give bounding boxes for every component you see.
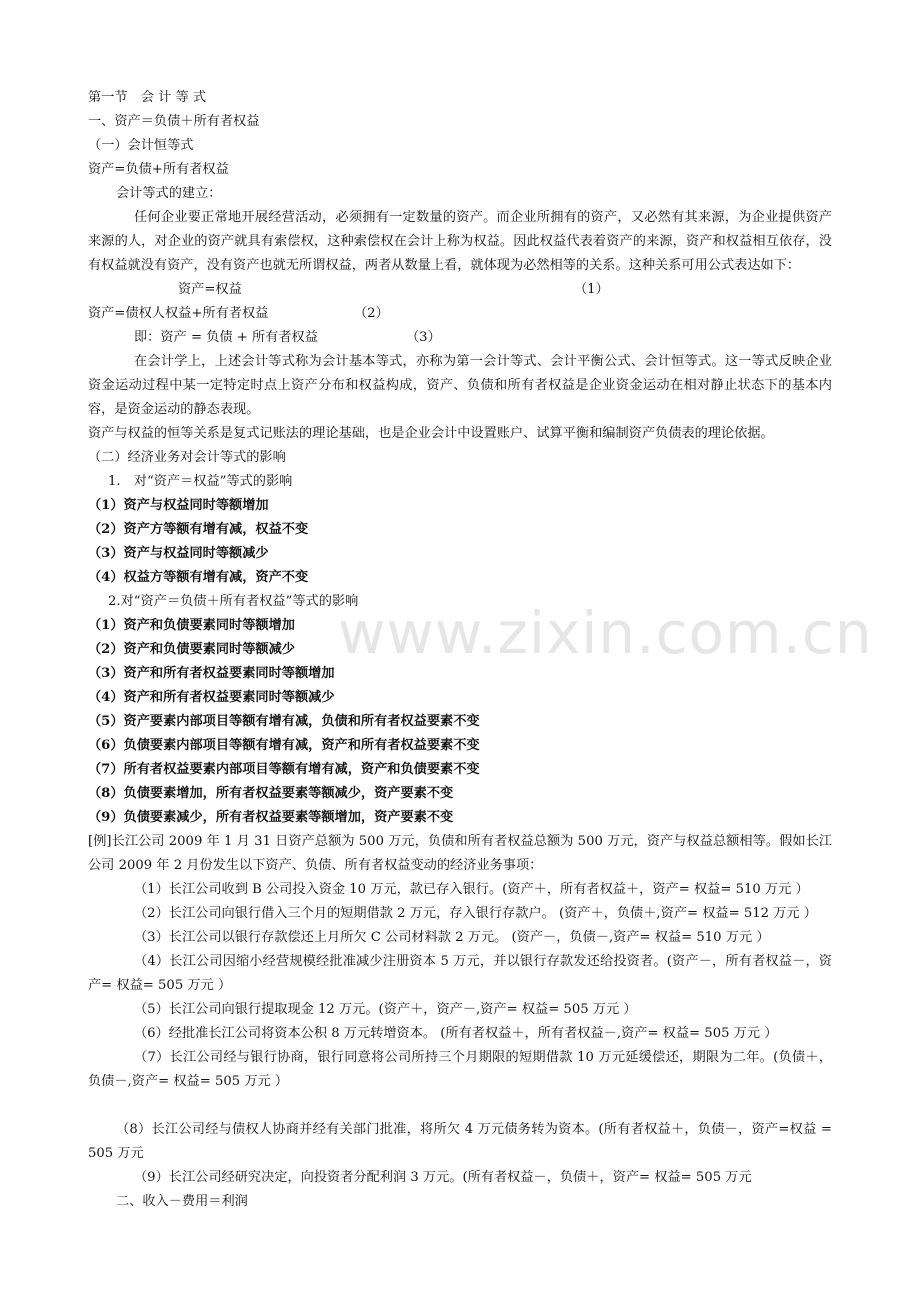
equation-2-number: （2） [354, 306, 389, 321]
watermark: www.zixin.com.cn [338, 599, 873, 667]
list-item: （2）资产方等额有增有减，权益不变 [88, 522, 309, 537]
equation-1-row [88, 278, 832, 302]
equation-3-number: （3） [406, 330, 441, 345]
subheading-establish: 会计等式的建立： [116, 186, 222, 201]
example-item: （8）长江公司经与债权人协商并经有关部门批准，将所欠 4 万元债务转为资本。(所有者权益＋，负债－，资产=权益 = 505 万元 [88, 1122, 832, 1161]
equation-1-number: （1） [574, 282, 609, 297]
equation-2: 资产=债权人权益+所有者权益 [88, 306, 269, 321]
heading-2: 二、收入－费用＝利润 [116, 1194, 248, 1209]
list-item: （4）权益方等额有增有减，资产不变 [88, 570, 309, 585]
equation-3: 即：资产 = 负债 + 所有者权益 [134, 330, 318, 345]
example-item: （7）长江公司经与银行协商，银行同意将公司所持三个月期限的短期借款 10 万元延缓偿还，期限为二年。(负债＋，负债－,资产= 权益= 505 万元 ） [88, 1050, 832, 1089]
subheading-1: （一）会计恒等式 [88, 138, 194, 153]
blank-line [88, 1094, 832, 1118]
list-item: （5）资产要素内部项目等额有增有减，负债和所有者权益要素不变 [88, 714, 480, 729]
list-item: （2）资产和负债要素同时等额减少 [88, 642, 295, 657]
paragraph-2: 在会计学上，上述会计等式称为会计基本等式，亦称为第一会计等式、会计平衡公式、会计恒等式。这一等式反映企业资金运动过程中某一定特定时点上资产分布和权益构成，资产、负债和所有者权益是企业资金运动在相对静止状态下的基本内容，是资金运动的静态表现。 [88, 354, 832, 417]
list-item: （3）资产和所有者权益要素同时等额增加 [88, 666, 335, 681]
equation-1: 资产=权益 [178, 282, 242, 297]
list-item: （3）资产与权益同时等额减少 [88, 546, 269, 561]
equation-3-row [88, 326, 832, 350]
equation-2-row [88, 302, 832, 326]
example-item: （4）长江公司因缩小经营规模经批准减少注册资本 5 万元，并以银行存款发还给投资者。(资产－，所有者权益－，资产= 权益= 505 万元 ） [88, 954, 832, 993]
paragraph-1: 任何企业要正常地开展经营活动，必须拥有一定数量的资产。而企业所拥有的资产，又必然有其来源，为企业提供资产来源的人，对企业的资产就具有索偿权，这种索偿权在会计上称为权益。因此权益代表着资产的来源，资产和权益相互依存，没有权益就没有资产，没有资产也就无所谓权益，两者从数量上看，就体现为必然相等的关系。这种关系可用公式表达如下： [88, 210, 832, 273]
document-page [88, 86, 832, 1214]
paragraph-3: 资产与权益的恒等关系是复式记账法的理论基础，也是企业会计中设置账户、试算平衡和编制资产负债表的理论依据。 [88, 426, 774, 441]
list-item: （1）资产和负债要素同时等额增加 [88, 618, 295, 633]
list-item: （9）负债要素减少，所有者权益要素等额增加，资产要素不变 [88, 810, 454, 825]
list-item: （7）所有者权益要素内部项目等额有增有减，资产和负债要素不变 [88, 762, 480, 777]
subheading-2: （二）经济业务对会计等式的影响 [88, 450, 286, 465]
list-item: （1）资产与权益同时等额增加 [88, 498, 269, 513]
subheading-2a: 1. 对“资产＝权益”等式的影响 [108, 474, 293, 489]
example-item: （9）长江公司经研究决定，向投资者分配利润 3 万元。(所有者权益－，负债＋，资产= 权益= 505 万元 [134, 1170, 752, 1185]
list-item: （4）资产和所有者权益要素同时等额减少 [88, 690, 335, 705]
list-item: （6）负债要素内部项目等额有增有减，资产和所有者权益要素不变 [88, 738, 480, 753]
example-item: （6）经批准长江公司将资本公积 8 万元转增资本。 (所有者权益＋，所有者权益－,资产= 权益= 505 万元 ） [134, 1026, 778, 1041]
example-item: （3）长江公司以银行存款偿还上月所欠 C 公司材料款 2 万元。 (资产－，负债－,资产= 权益= 510 万元 ） [134, 930, 770, 945]
example-item: （5）长江公司向银行提取现金 12 万元。(资产＋，资产－,资产= 权益= 505 万元 ） [134, 1002, 637, 1017]
equation-line: 资产=负债+所有者权益 [88, 162, 229, 177]
section-title: 第一节 会 计 等 式 [88, 90, 207, 105]
example-item: （2）长江公司向银行借入三个月的短期借款 2 万元，存入银行存款户。 (资产＋，负债＋,资产= 权益= 512 万元 ） [134, 906, 817, 921]
heading-1: 一、资产＝负债＋所有者权益 [88, 114, 260, 129]
example-item: （1）长江公司收到 B 公司投入资金 10 万元，款已存入银行。(资产＋，所有者权益＋，资产= 权益= 510 万元 ） [134, 882, 809, 897]
subheading-2b: 2.对“资产＝负债＋所有者权益”等式的影响 [108, 594, 359, 609]
example-intro: [例]长江公司 2009 年 1 月 31 日资产总额为 500 万元，负债和所有者权益总额为 500 万元，资产与权益总额相等。假如长江公司 2009 年 2 月份发生以下资产、负债、所有者权益变动的经济业务事项： [88, 834, 832, 873]
list-item: （8）负债要素增加，所有者权益要素等额减少，资产要素不变 [88, 786, 454, 801]
